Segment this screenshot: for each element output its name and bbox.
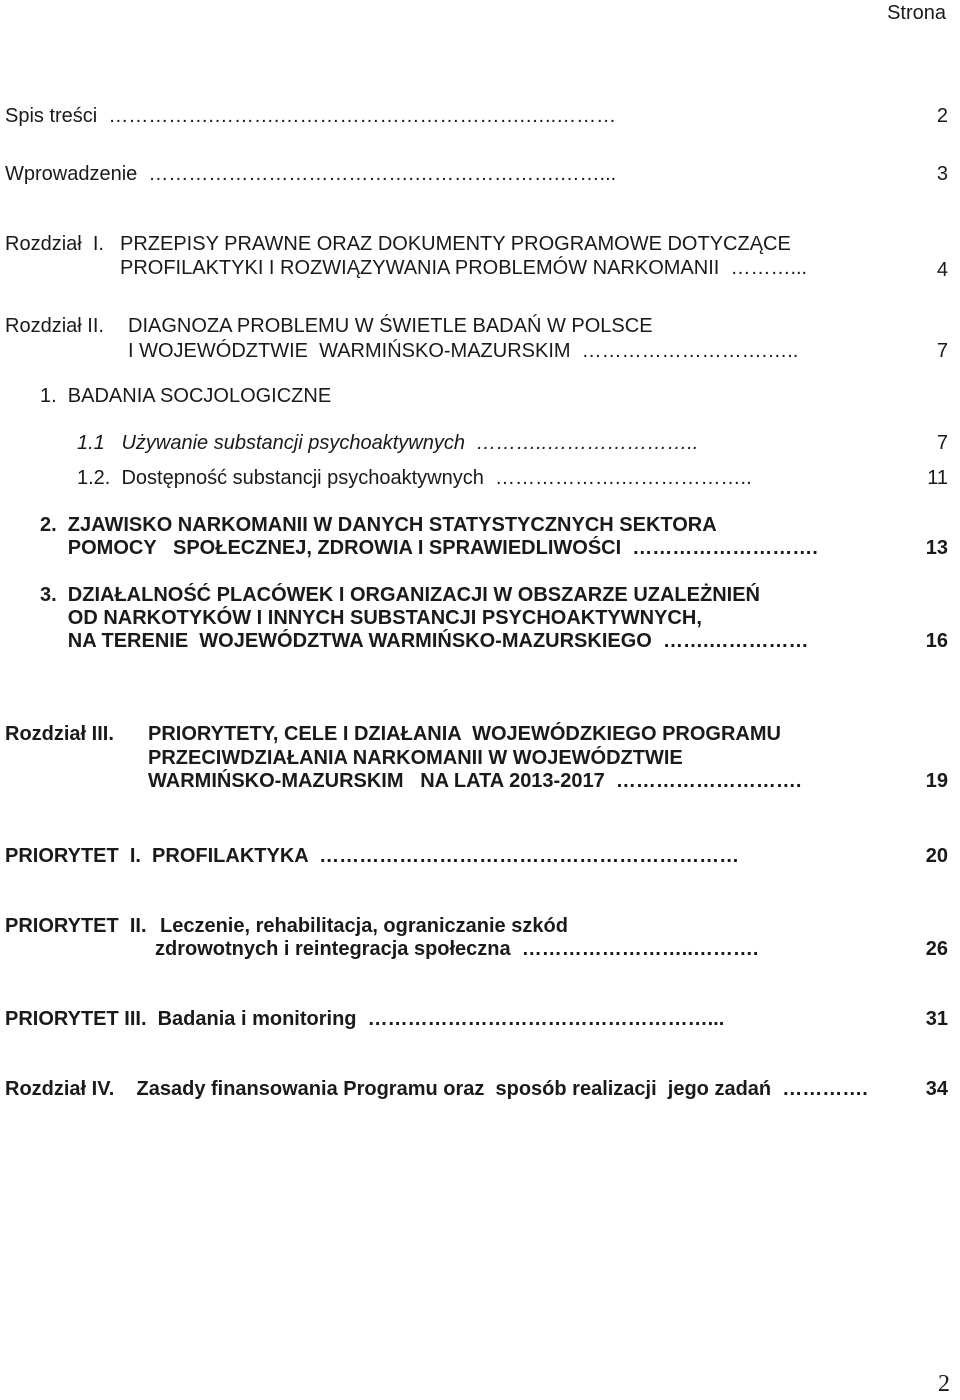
toc-priority-2-title-line2: zdrowotnych i reintegracja społeczna ……………………..……….: [155, 938, 759, 960]
toc-chapter-1-label: Rozdział I.: [5, 233, 104, 255]
toc-priority-1: PRIORYTET I. PROFILAKTYKA ………………………………………………………: [5, 845, 740, 867]
toc-page-wprowadzenie: 3: [936, 163, 948, 185]
toc-priority-2-title-line1: Leczenie, rehabilitacja, ograniczanie szkód: [160, 915, 568, 937]
toc-section-2-line1: 2. ZJAWISKO NARKOMANII W DANYCH STATYSTYCZNYCH SEKTORA: [40, 514, 717, 536]
toc-page-section-2: 13: [925, 537, 948, 559]
toc-chapter-1-title-line2: PROFILAKTYKI I ROZWIĄZYWANIA PROBLEMÓW NARKOMANII ………...: [120, 257, 808, 279]
toc-chapter-2-title-line1: DIAGNOZA PROBLEMU W ŚWIETLE BADAŃ W POLSCE: [128, 315, 653, 337]
toc-page-priority-1: 20: [925, 845, 948, 867]
toc-entry-spis-tresci: Spis treści …………….……….……………………………….…..………: [5, 105, 617, 127]
toc-page-chapter-2: 7: [936, 340, 948, 362]
toc-page-chapter-3: 19: [925, 770, 948, 792]
toc-chapter-1-title-line1: PRZEPISY PRAWNE ORAZ DOKUMENTY PROGRAMOWE DOTYCZĄCE: [120, 233, 791, 255]
toc-subsection-1-2: 1.2. Dostępność substancji psychoaktywnych ……………….………………..: [77, 467, 752, 489]
toc-chapter-3-title-line2: PRZECIWDZIAŁANIA NARKOMANII W WOJEWÓDZTWIE: [148, 747, 683, 769]
toc-entry-wprowadzenie: Wprowadzenie ………………………………….………………….……...: [5, 163, 617, 185]
toc-chapter-2-label: Rozdział II.: [5, 315, 104, 337]
page-number-footer: 2: [938, 1371, 950, 1397]
toc-page-subsection-1-1: 7: [936, 432, 948, 454]
toc-page-priority-3: 31: [925, 1008, 948, 1030]
toc-page-chapter-4: 34: [925, 1078, 948, 1100]
toc-chapter-3-title-line3: WARMIŃSKO-MAZURSKIM NA LATA 2013-2017 ……………………….: [148, 770, 802, 792]
toc-section-3-line2: OD NARKOTYKÓW I INNYCH SUBSTANCJI PSYCHOAKTYWNYCH,: [40, 607, 702, 629]
page-header-label: Strona: [887, 2, 946, 24]
toc-section-3-line3: NA TERENIE WOJEWÓDZTWA WARMIŃSKO-MAZURSKIEGO …….……………: [40, 630, 809, 652]
toc-section-3-line1: 3. DZIAŁALNOŚĆ PLACÓWEK I ORGANIZACJI W OBSZARZE UZALEŻNIEŃ: [40, 584, 760, 606]
toc-chapter-3-title-line1: PRIORYTETY, CELE I DZIAŁANIA WOJEWÓDZKIEGO PROGRAMU: [148, 723, 781, 745]
toc-chapter-4: Rozdział IV. Zasady finansowania Programu oraz sposób realizacji jego zadań ………….: [5, 1078, 868, 1100]
toc-section-1: 1. BADANIA SOCJOLOGICZNE: [40, 385, 332, 407]
toc-page-chapter-1: 4: [936, 259, 948, 281]
toc-subsection-1-1: 1.1 Używanie substancji psychoaktywnych ………..…………………..: [77, 432, 699, 454]
toc-priority-2-label: PRIORYTET II.: [5, 915, 147, 937]
toc-priority-3: PRIORYTET III. Badania i monitoring ……………………………………………...: [5, 1008, 725, 1030]
toc-chapter-3-label: Rozdział III.: [5, 723, 114, 745]
toc-page-subsection-1-2: 11: [927, 467, 948, 489]
toc-page-section-3: 16: [925, 630, 948, 652]
toc-section-2-line2: POMOCY SPOŁECZNEJ, ZDROWIA I SPRAWIEDLIWOŚCI ……………………….: [40, 537, 818, 559]
toc-page-spis-tresci: 2: [936, 105, 948, 127]
toc-chapter-2-title-line2: I WOJEWÓDZTWIE WARMIŃSKO-MAZURSKIM ……………………….…..: [128, 340, 799, 362]
toc-page-priority-2: 26: [925, 938, 948, 960]
